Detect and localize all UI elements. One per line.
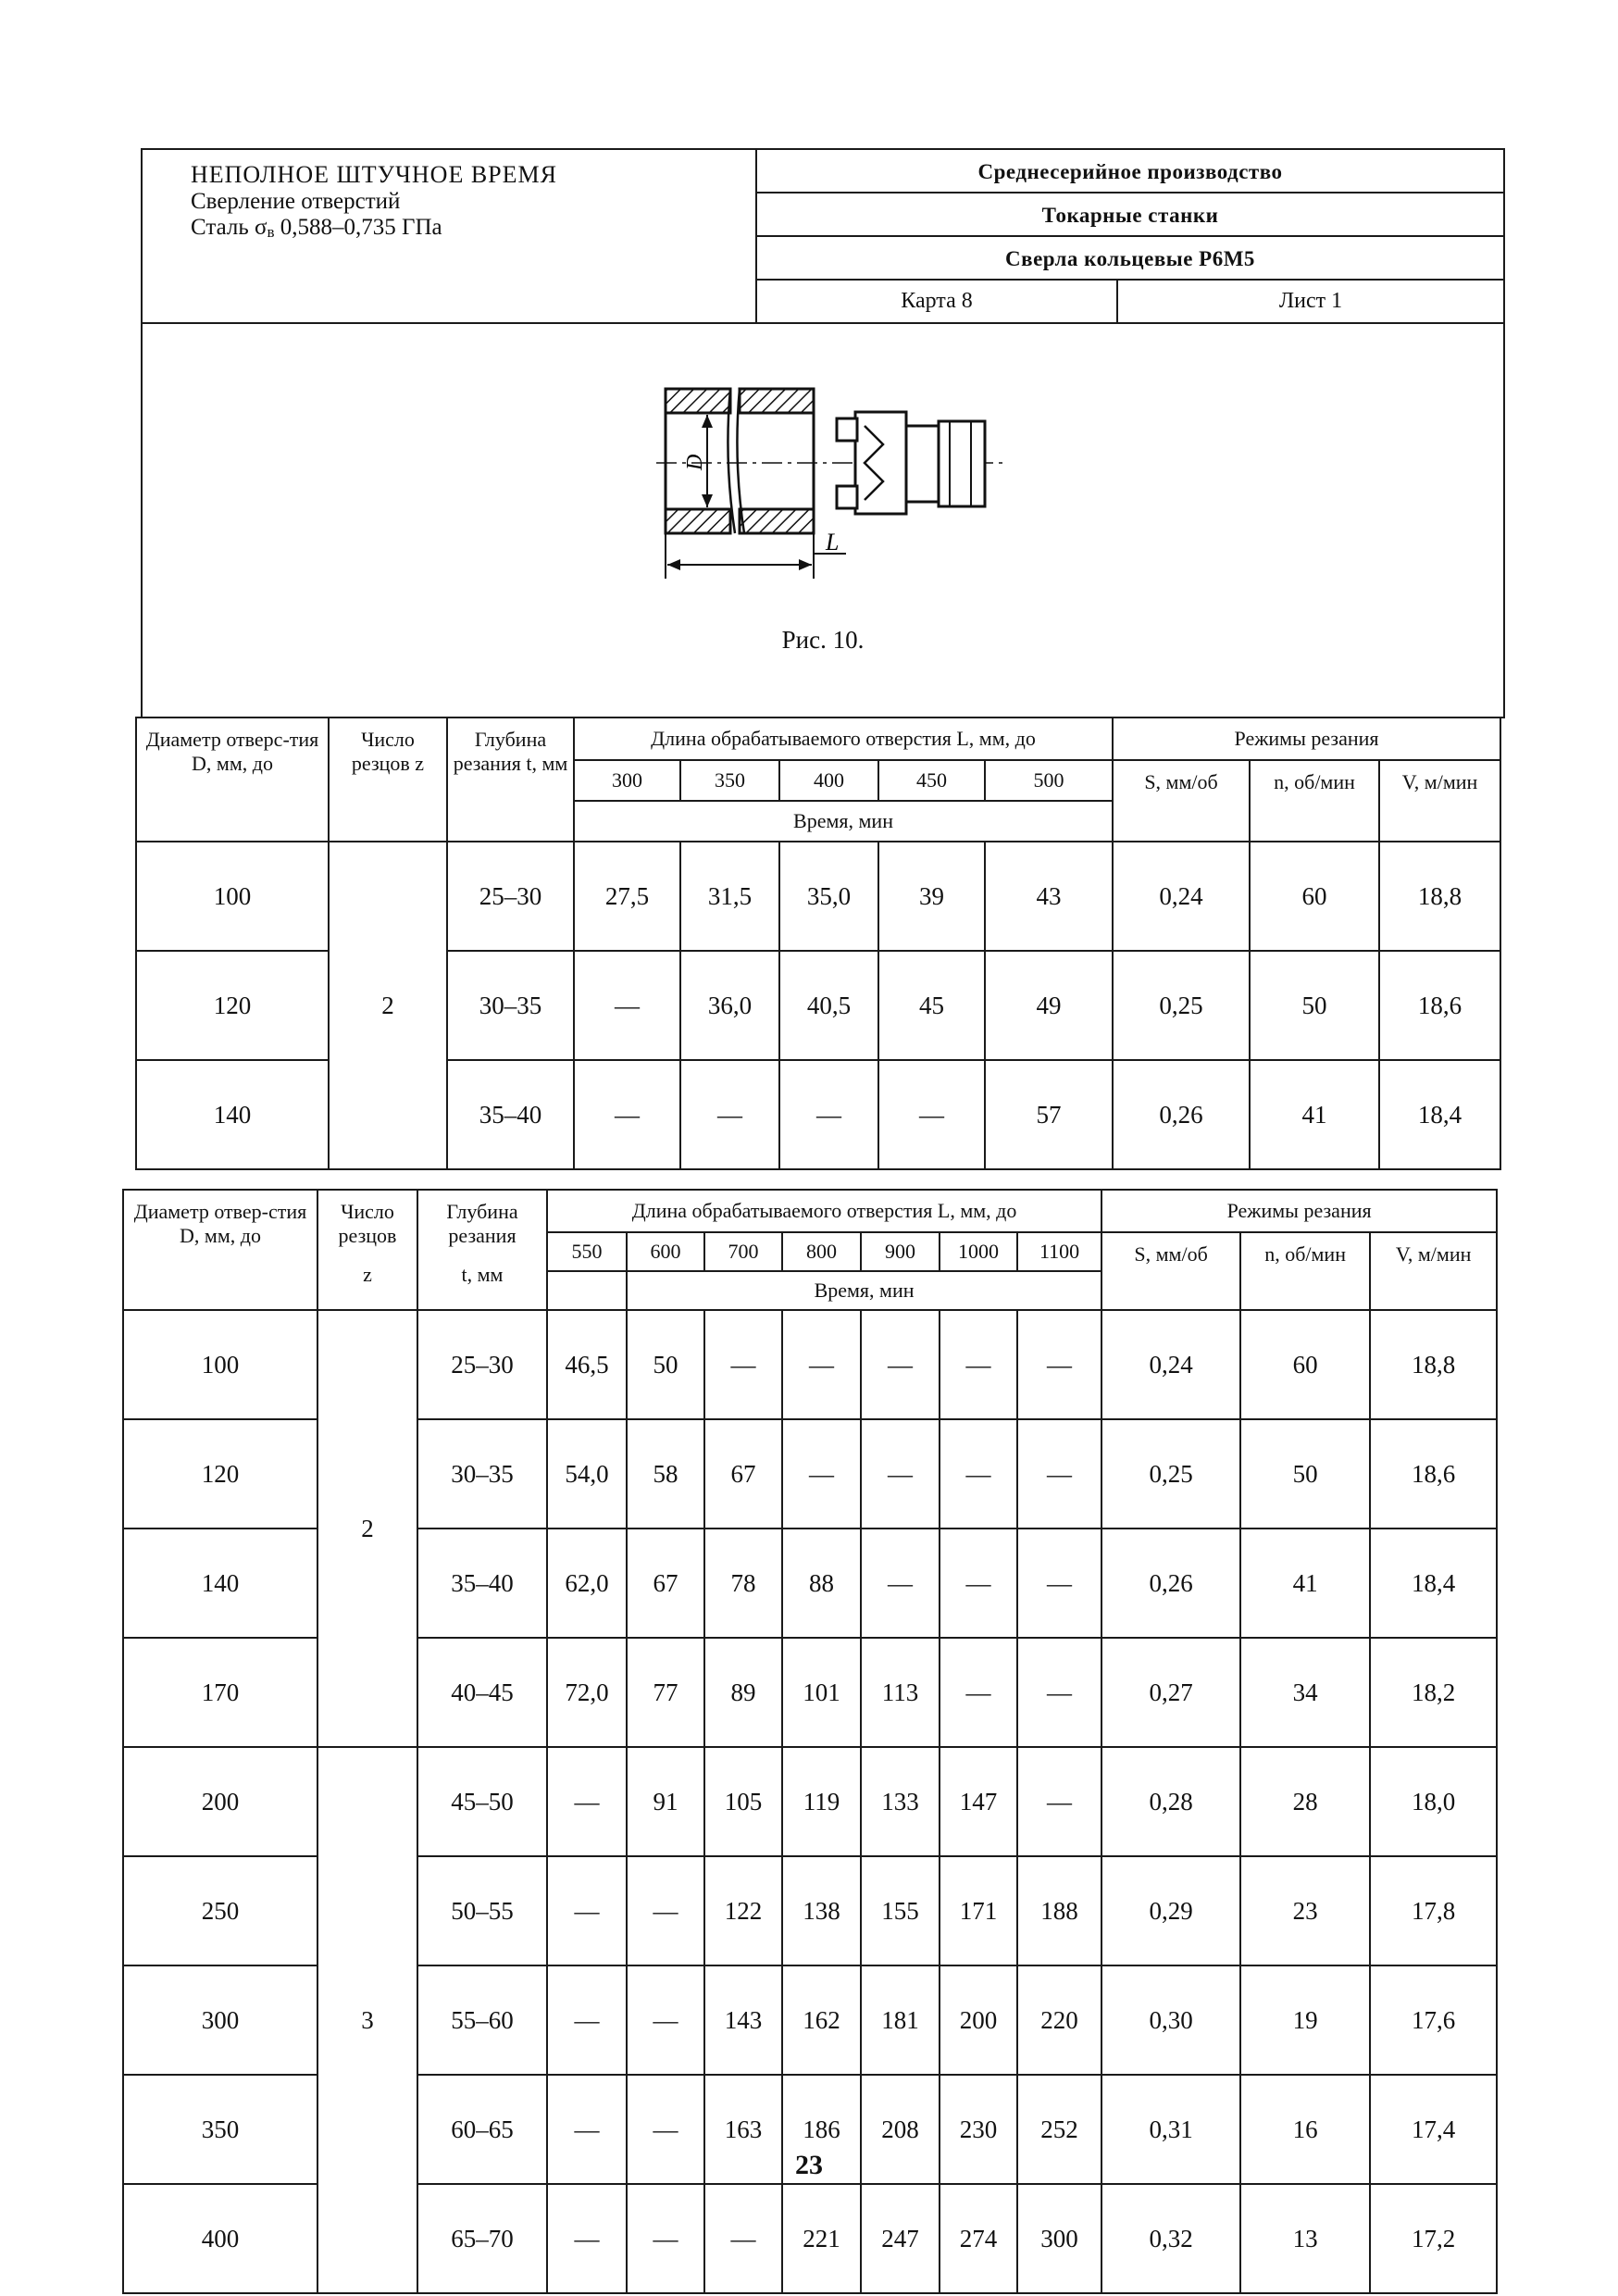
cell-time: 220 bbox=[1017, 1965, 1101, 2075]
cell-time: — bbox=[861, 1419, 940, 1529]
figure-box bbox=[141, 322, 1505, 718]
cell-time: — bbox=[547, 2075, 627, 2184]
cell-time: — bbox=[547, 1965, 627, 2075]
header-title-block bbox=[143, 150, 757, 322]
t2-col-length: Длина обрабатываемого отверстия L, мм, до bbox=[547, 1190, 1101, 1232]
cell-time: 40,5 bbox=[779, 951, 878, 1060]
cell-time: 181 bbox=[861, 1965, 940, 2075]
cell-time: 57 bbox=[985, 1060, 1113, 1169]
cell-time: — bbox=[1017, 1310, 1101, 1419]
card-header bbox=[141, 148, 1505, 324]
cell-feed: 0,26 bbox=[1113, 1060, 1250, 1169]
cell-depth: 25–30 bbox=[447, 842, 574, 951]
cell-rpm: 50 bbox=[1250, 951, 1379, 1060]
cell-depth: 40–45 bbox=[417, 1638, 547, 1747]
cell-diameter: 170 bbox=[123, 1638, 317, 1747]
cell-diameter: 100 bbox=[123, 1310, 317, 1419]
cell-speed: 18,8 bbox=[1379, 842, 1500, 951]
header-material: Сталь σв 0,588–0,735 ГПа bbox=[191, 215, 442, 241]
cell-time: — bbox=[1017, 1747, 1101, 1856]
cell-time: 50 bbox=[627, 1310, 704, 1419]
cell-time: — bbox=[782, 1310, 861, 1419]
cell-diameter: 120 bbox=[136, 951, 329, 1060]
cell-diameter: 250 bbox=[123, 1856, 317, 1965]
cell-time: — bbox=[1017, 1529, 1101, 1638]
cell-time: — bbox=[782, 1419, 861, 1529]
t1-col-n: n, об/мин bbox=[1250, 760, 1379, 842]
cell-time: 300 bbox=[1017, 2184, 1101, 2293]
cell-feed: 0,30 bbox=[1101, 1965, 1240, 2075]
cell-time: 101 bbox=[782, 1638, 861, 1747]
cell-diameter: 100 bbox=[136, 842, 329, 951]
cell-depth: 35–40 bbox=[447, 1060, 574, 1169]
cell-time: — bbox=[1017, 1638, 1101, 1747]
t1-col-cutters: Число резцов z bbox=[329, 718, 447, 842]
t1-col-diameter: Диаметр отверс-тия D, мм, до bbox=[136, 718, 329, 842]
header-title: НЕПОЛНОЕ ШТУЧНОЕ ВРЕМЯ bbox=[191, 161, 557, 188]
cell-speed: 18,4 bbox=[1379, 1060, 1500, 1169]
cell-feed: 0,31 bbox=[1101, 2075, 1240, 2184]
cell-time: — bbox=[627, 2075, 704, 2184]
cell-time: — bbox=[1017, 1419, 1101, 1529]
cell-depth: 30–35 bbox=[447, 951, 574, 1060]
t2-col-time: Время, мин bbox=[627, 1271, 1101, 1310]
cell-feed: 0,32 bbox=[1101, 2184, 1240, 2293]
cell-speed: 17,2 bbox=[1370, 2184, 1497, 2293]
cell-diameter: 140 bbox=[136, 1060, 329, 1169]
figure-caption: Рис. 10. bbox=[781, 626, 865, 654]
drill-diagram bbox=[143, 324, 1503, 611]
header-production: Среднесерийное производство bbox=[757, 150, 1503, 193]
cell-time: 46,5 bbox=[547, 1310, 627, 1419]
cell-time: 54,0 bbox=[547, 1419, 627, 1529]
cell-time: 62,0 bbox=[547, 1529, 627, 1638]
cell-depth: 35–40 bbox=[417, 1529, 547, 1638]
cell-time: 45 bbox=[878, 951, 985, 1060]
cell-cutters: 2 bbox=[329, 842, 447, 1169]
header-operation: Сверление отверстий bbox=[191, 189, 401, 214]
cell-time: 133 bbox=[861, 1747, 940, 1856]
t1-col-s: S, мм/об bbox=[1113, 760, 1250, 842]
cell-time: — bbox=[574, 1060, 680, 1169]
cell-time: 147 bbox=[940, 1747, 1017, 1856]
cell-time: 88 bbox=[782, 1529, 861, 1638]
cell-time: 39 bbox=[878, 842, 985, 951]
cell-rpm: 19 bbox=[1240, 1965, 1370, 2075]
t2-col-modes: Режимы резания bbox=[1101, 1190, 1497, 1232]
cell-rpm: 16 bbox=[1240, 2075, 1370, 2184]
table-row bbox=[136, 842, 1500, 951]
t1-length-450: 450 bbox=[878, 760, 985, 801]
cell-depth: 65–70 bbox=[417, 2184, 547, 2293]
cell-time: 119 bbox=[782, 1747, 861, 1856]
header-tool: Сверла кольцевые Р6М5 bbox=[757, 237, 1503, 281]
cell-time: 113 bbox=[861, 1638, 940, 1747]
cell-depth: 30–35 bbox=[417, 1419, 547, 1529]
cell-feed: 0,29 bbox=[1101, 1856, 1240, 1965]
cell-time: — bbox=[574, 951, 680, 1060]
cell-time: 91 bbox=[627, 1747, 704, 1856]
cell-time: — bbox=[878, 1060, 985, 1169]
cell-time: 67 bbox=[627, 1529, 704, 1638]
header-machines: Токарные станки bbox=[757, 193, 1503, 237]
cell-time: 143 bbox=[704, 1965, 782, 2075]
cell-time: 67 bbox=[704, 1419, 782, 1529]
cell-time: 188 bbox=[1017, 1856, 1101, 1965]
cell-time: — bbox=[779, 1060, 878, 1169]
t2-length-700: 700 bbox=[704, 1232, 782, 1271]
t1-length-500: 500 bbox=[985, 760, 1113, 801]
cell-time: 36,0 bbox=[680, 951, 779, 1060]
cell-time: 31,5 bbox=[680, 842, 779, 951]
cell-rpm: 13 bbox=[1240, 2184, 1370, 2293]
cell-time: — bbox=[547, 1856, 627, 1965]
cell-time: 43 bbox=[985, 842, 1113, 951]
cell-time: — bbox=[547, 2184, 627, 2293]
t2-col-s: S, мм/об bbox=[1101, 1232, 1240, 1310]
t1-col-v: V, м/мин bbox=[1379, 760, 1500, 842]
cell-time: — bbox=[861, 1529, 940, 1638]
cell-time: — bbox=[627, 1856, 704, 1965]
cell-time: — bbox=[940, 1310, 1017, 1419]
cell-rpm: 41 bbox=[1240, 1529, 1370, 1638]
dim-D-label: D bbox=[683, 454, 707, 470]
cell-diameter: 350 bbox=[123, 2075, 317, 2184]
cutting-time-table-2 bbox=[122, 1189, 1498, 2294]
cell-time: — bbox=[680, 1060, 779, 1169]
cell-time: 171 bbox=[940, 1856, 1017, 1965]
cell-time: — bbox=[940, 1529, 1017, 1638]
cell-time: 77 bbox=[627, 1638, 704, 1747]
dim-L-label: L bbox=[826, 529, 840, 555]
cell-time: 138 bbox=[782, 1856, 861, 1965]
cell-time: — bbox=[940, 1419, 1017, 1529]
cell-time: 230 bbox=[940, 2075, 1017, 2184]
cell-speed: 18,6 bbox=[1370, 1419, 1497, 1529]
cell-rpm: 41 bbox=[1250, 1060, 1379, 1169]
t2-col-diameter: Диаметр отвер-стия D, мм, до bbox=[123, 1190, 317, 1310]
cell-feed: 0,24 bbox=[1113, 842, 1250, 951]
cell-speed: 18,6 bbox=[1379, 951, 1500, 1060]
cell-time: 49 bbox=[985, 951, 1113, 1060]
cell-feed: 0,27 bbox=[1101, 1638, 1240, 1747]
cell-time: — bbox=[704, 1310, 782, 1419]
cell-rpm: 60 bbox=[1240, 1310, 1370, 1419]
cell-cutters: 2 bbox=[317, 1310, 417, 1747]
header-sheet: Лист 1 bbox=[1278, 289, 1343, 313]
t2-length-900: 900 bbox=[861, 1232, 940, 1271]
cell-diameter: 400 bbox=[123, 2184, 317, 2293]
cell-diameter: 120 bbox=[123, 1419, 317, 1529]
cell-time: 78 bbox=[704, 1529, 782, 1638]
cell-rpm: 23 bbox=[1240, 1856, 1370, 1965]
t2-length-550: 550 bbox=[547, 1232, 627, 1271]
cell-speed: 18,4 bbox=[1370, 1529, 1497, 1638]
cell-speed: 17,4 bbox=[1370, 2075, 1497, 2184]
cell-rpm: 28 bbox=[1240, 1747, 1370, 1856]
cell-diameter: 140 bbox=[123, 1529, 317, 1638]
cell-feed: 0,25 bbox=[1113, 951, 1250, 1060]
cell-speed: 18,8 bbox=[1370, 1310, 1497, 1419]
cell-depth: 25–30 bbox=[417, 1310, 547, 1419]
cell-rpm: 60 bbox=[1250, 842, 1379, 951]
cell-speed: 17,8 bbox=[1370, 1856, 1497, 1965]
t2-length-1000: 1000 bbox=[940, 1232, 1017, 1271]
cell-time: 89 bbox=[704, 1638, 782, 1747]
cutting-time-table-1 bbox=[135, 717, 1501, 1170]
cell-diameter: 300 bbox=[123, 1965, 317, 2075]
cell-time: 58 bbox=[627, 1419, 704, 1529]
cell-time: 35,0 bbox=[779, 842, 878, 951]
cell-time: — bbox=[627, 2184, 704, 2293]
cell-time: 221 bbox=[782, 2184, 861, 2293]
t2-length-1100: 1100 bbox=[1017, 1232, 1101, 1271]
cell-cutters: 3 bbox=[317, 1747, 417, 2293]
cell-time: 72,0 bbox=[547, 1638, 627, 1747]
cell-time: 274 bbox=[940, 2184, 1017, 2293]
cell-time: 208 bbox=[861, 2075, 940, 2184]
page-number: 23 bbox=[795, 2150, 823, 2180]
cell-speed: 18,2 bbox=[1370, 1638, 1497, 1747]
t2-col-v: V, м/мин bbox=[1370, 1232, 1497, 1310]
cell-depth: 50–55 bbox=[417, 1856, 547, 1965]
cell-time: 122 bbox=[704, 1856, 782, 1965]
cell-rpm: 50 bbox=[1240, 1419, 1370, 1529]
cell-time: 247 bbox=[861, 2184, 940, 2293]
t2-length-800: 800 bbox=[782, 1232, 861, 1271]
header-card: Карта 8 bbox=[757, 281, 1118, 322]
cell-feed: 0,24 bbox=[1101, 1310, 1240, 1419]
cell-time: — bbox=[547, 1747, 627, 1856]
t2-col-depth: Глубина резания t, мм bbox=[417, 1190, 547, 1310]
cell-time: 162 bbox=[782, 1965, 861, 2075]
t1-col-time: Время, мин bbox=[574, 801, 1113, 842]
cell-depth: 55–60 bbox=[417, 1965, 547, 2075]
t2-col-cutters: Число резцов z bbox=[317, 1190, 417, 1310]
cell-depth: 45–50 bbox=[417, 1747, 547, 1856]
cell-rpm: 34 bbox=[1240, 1638, 1370, 1747]
t1-length-300: 300 bbox=[574, 760, 680, 801]
cell-time: 200 bbox=[940, 1965, 1017, 2075]
table-row bbox=[123, 1310, 1497, 1419]
t2-length-600: 600 bbox=[627, 1232, 704, 1271]
t1-col-depth: Глубина резания t, мм bbox=[447, 718, 574, 842]
t1-col-length: Длина обрабатываемого отверстия L, мм, до bbox=[574, 718, 1113, 760]
cell-depth: 60–65 bbox=[417, 2075, 547, 2184]
cell-time: 105 bbox=[704, 1747, 782, 1856]
cell-diameter: 200 bbox=[123, 1747, 317, 1856]
cell-time: 252 bbox=[1017, 2075, 1101, 2184]
cell-time: 186 bbox=[782, 2075, 861, 2184]
t2-col-n: n, об/мин bbox=[1240, 1232, 1370, 1310]
cell-time: 27,5 bbox=[574, 842, 680, 951]
t1-length-400: 400 bbox=[779, 760, 878, 801]
cell-feed: 0,25 bbox=[1101, 1419, 1240, 1529]
t1-col-modes: Режимы резания bbox=[1113, 718, 1500, 760]
cell-time: — bbox=[940, 1638, 1017, 1747]
cell-feed: 0,28 bbox=[1101, 1747, 1240, 1856]
cell-time: — bbox=[627, 1965, 704, 2075]
cell-feed: 0,26 bbox=[1101, 1529, 1240, 1638]
t1-length-350: 350 bbox=[680, 760, 779, 801]
cell-time: — bbox=[704, 2184, 782, 2293]
cell-time: — bbox=[861, 1310, 940, 1419]
cell-speed: 18,0 bbox=[1370, 1747, 1497, 1856]
cell-time: 155 bbox=[861, 1856, 940, 1965]
cell-time: 163 bbox=[704, 2075, 782, 2184]
table-row bbox=[123, 1747, 1497, 1856]
cell-speed: 17,6 bbox=[1370, 1965, 1497, 2075]
